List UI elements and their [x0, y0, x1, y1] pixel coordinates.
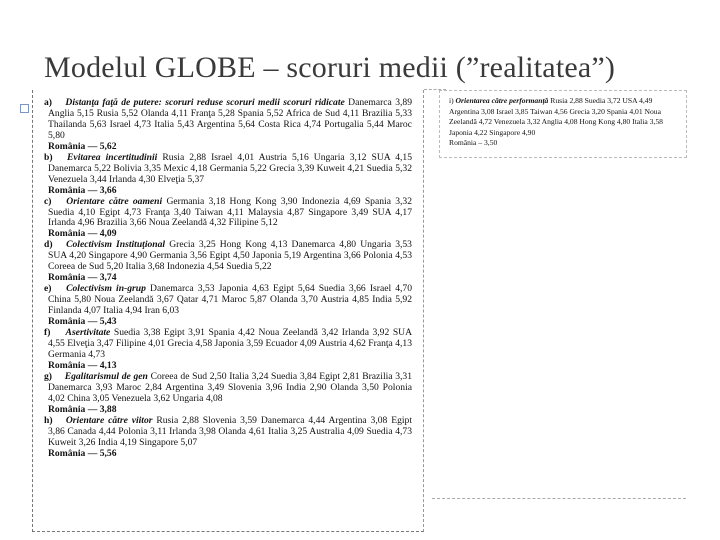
romania-score: România — 4,09 [48, 228, 117, 240]
romania-score: România — 3,66 [48, 184, 117, 196]
section-heading: Evitarea incertitudinii [67, 151, 158, 163]
section-letter: i) [449, 96, 454, 105]
section-body: Rusia 2,88 Suedia 3,72 USA 4,49 Argentina 3,08 Israel 3,85 Taiwan 4,56 Grecia 3,20 Spania 4,01 Noua Zeelandă 4,72 Venezuela 3,32 Anglia 4,08 Hong Kong 4,80 Italia 3,58 Japonia 4,22 Singapore 4,90 [449, 96, 663, 137]
section-uncertainty-avoidance [44, 151, 412, 197]
left-scan-content [44, 97, 413, 459]
section-heading: Egalitarismul de gen [64, 370, 148, 382]
section-future-orientation [44, 414, 412, 460]
section-body: Danemarca 3,53 Japonia 4,63 Egipt 5,64 Suedia 3,66 Israel 4,70 China 5,80 Noua Zeelandă 3,67 Qatar 4,71 Maroc 5,87 Olanda 3,70 Austria 4,85 India 5,92 Finlanda 4,07 Italia 4,94 Iran 6,03 [48, 283, 413, 317]
romania-score: România — 3,74 [48, 272, 117, 284]
section-heading: Asertivitate [65, 327, 111, 339]
romania-score: România — 5,62 [48, 140, 117, 152]
section-body: Suedia 3,38 Egipt 3,91 Spania 4,42 Noua Zeelandă 3,42 Irlanda 3,92 SUA 4,55 Elveţia 3,47 Filipine 4,01 Grecia 4,58 Japonia 3,59 Ecuador 4,09 Austria 4,62 Franţa 4,13 Germania 4,73 [48, 327, 413, 360]
section-institutional-collectivism [44, 239, 412, 284]
page-title: Modelul GLOBE – scoruri medii (”realitatea”) [44, 51, 616, 84]
section-in-group-collectivism [44, 283, 413, 328]
section-letter: b) [44, 151, 53, 163]
romania-score: România — 3,88 [48, 403, 117, 415]
section-letter: c) [44, 195, 52, 207]
section-body: Danemarca 3,89 Anglia 5,15 Rusia 5,52 Olanda 4,11 Franţa 5,28 Spania 5,52 Africa de Sud 4,11 Brazilia 5,33 Thailanda 5,63 Israel 4,73 Italia 5,43 Argentina 5,64 Costa Rica 4,74 Portugalia 5,44 Maroc 5,80 [48, 97, 412, 141]
romania-score: România – 3,50 [449, 138, 498, 148]
section-heading: Colectivism Instituţional [66, 239, 166, 251]
romania-score: România — 5,56 [48, 447, 117, 459]
section-letter: g) [44, 370, 52, 382]
section-body: Coreea de Sud 2,50 Italia 3,24 Suedia 3,84 Egipt 2,81 Brazilia 3,31 Danemarca 3,93 Maroc 2,84 Argentina 3,49 Slovenia 3,96 India 2,90 Olanda 3,50 Polonia 4,02 China 3,05 Venezuela 3,62 Ungaria 4,08 [48, 370, 413, 404]
section-humane-orientation [44, 195, 412, 241]
section-body: Rusia 2,88 Israel 4,01 Austria 5,16 Ungaria 3,12 SUA 4,15 Danemarca 5,22 Bolivia 3,35 Mexic 4,18 Germania 5,22 Grecia 3,39 Kuweit 4,21 Suedia 5,32 Venezuela 3,44 Irlanda 4,30 Elveţia 5,37 [48, 151, 412, 185]
divider [432, 498, 686, 499]
section-letter: h) [44, 414, 53, 426]
section-heading: Orientare către oameni [66, 195, 163, 207]
section-body: Rusia 2,88 Slovenia 3,59 Danemarca 4,44 Argentina 3,08 Egipt 3,86 Canada 4,44 Polonia 3,11 Irlanda 3,98 Olanda 4,61 Italia 3,25 Australia 4,09 Suedia 4,73 Kuweit 3,26 India 4,19 Singapore 5,07 [48, 414, 412, 448]
section-letter: d) [44, 239, 53, 251]
bullet-icon [20, 104, 29, 113]
section-body: Grecia 3,25 Hong Kong 4,13 Danemarca 4,80 Ungaria 3,53 SUA 4,20 Singapore 4,90 Germania 3,56 Egipt 4,50 Japonia 5,19 Argentina 3,66 Polonia 4,53 Coreea de Sud 5,20 Italia 3,68 Indonezia 4,54 Suedia 5,22 [48, 239, 412, 273]
section-power-distance [44, 97, 412, 153]
romania-score: România — 5,43 [48, 316, 117, 328]
section-body: Germania 3,18 Hong Kong 3,90 Indonezia 4,69 Spania 3,32 Suedia 4,10 Egipt 4,73 Franţa 3,40 Taiwan 4,11 Malaysia 4,87 Singapore 3,49 SUA 4,17 Irlanda 4,96 Brazilia 3,66 Noua Zeelandă 4,32 Filipine 5,12 [48, 195, 412, 229]
romania-score: România — 4,13 [48, 359, 117, 371]
section-gender-egalitarianism [44, 370, 413, 416]
section-heading: Orientarea către performanţă [455, 96, 549, 105]
section-assertiveness [44, 327, 413, 372]
section-heading: Colectivism in-grup [66, 283, 146, 295]
section-heading: Orientare către viitor [65, 414, 153, 426]
section-letter: f) [44, 327, 51, 339]
section-letter: e) [44, 283, 52, 295]
section-heading: Distanţa faţă de putere: scoruri reduse scoruri medii scoruri ridicate [65, 97, 345, 108]
section-letter: a) [44, 97, 52, 108]
right-scan-content [449, 96, 681, 149]
